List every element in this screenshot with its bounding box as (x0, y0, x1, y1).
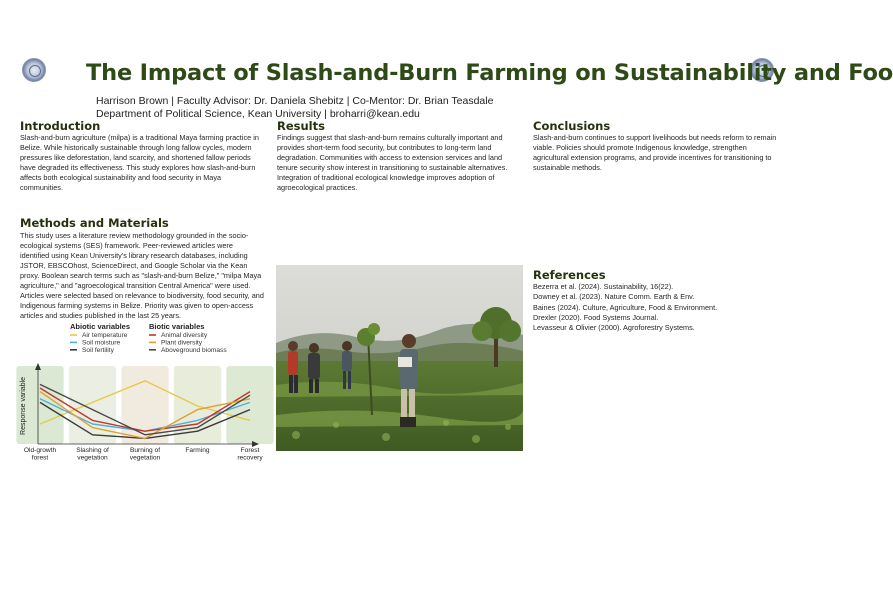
reference-item: Drexler (2020). Food Systems Journal. (533, 312, 659, 322)
references-list (533, 282, 783, 333)
legend-abiotic-title: Abiotic variables (70, 322, 131, 331)
legend-label: Soil fertility (82, 346, 114, 354)
response-variable-chart (14, 318, 262, 470)
field-photo (276, 265, 523, 451)
methods-text: This study uses a literature review methodology grounded in the socio-ecological systems (SES) framework. Peer-reviewed articles were identified using Kean University's library research databases, including JSTOR, EBSCOhost, ScienceDirect, and Google Scholar via the Kean proxy. Boolean search terms such as "slash-and-burn Belize," "milpa Maya agriculture," and "agroecological transition Central America" were used. Articles were selected based on relevance to biodiversity, food security, and Indigenous farming systems in Belize. Priority was given to open-access articles and studies published in the last 25 years. (20, 231, 264, 320)
results-heading: Results (277, 119, 325, 133)
conclusions-heading: Conclusions (533, 119, 611, 133)
results-text: Findings suggest that slash-and-burn remains culturally important and provides short-term food security, but contributes to long-term land degradation. Communities with access to extension services and land tenure security show interest in transitioning to sustainable alternatives. Integration of traditional ecological knowledge improves adoption of agroecological practices. (277, 133, 508, 192)
stage-panel (69, 366, 116, 444)
legend-label: Plant diversity (161, 339, 203, 347)
x-tick-label: Burning of vegetation (129, 447, 161, 462)
legend-biotic-title: Biotic variables (149, 322, 205, 331)
conclusions-text: Slash-and-burn continues to support livelihoods but needs reform to remain viable. Policies should promote Indigenous knowledge, strengthen agricultural extension programs, and provide incentives for transitioning to sustainable methods. (533, 133, 777, 172)
references-heading: References (533, 268, 606, 282)
university-seal-left (22, 58, 46, 82)
methods-heading: Methods and Materials (20, 216, 169, 230)
introduction-heading: Introduction (20, 119, 101, 133)
legend-label: Air temperature (82, 332, 128, 339)
reference-item: Bezerra et al. (2024). Sustainability, 16(22). (533, 282, 674, 291)
poster-department: Department of Political Science, Kean University | broharri@kean.edu (96, 108, 420, 120)
x-tick-label: Slashing of vegetation (76, 447, 109, 462)
stage-panel (174, 366, 221, 444)
reference-item: Baines (2024). Culture, Agriculture, Food & Environment. (533, 302, 718, 312)
legend-label: Animal diversity (161, 332, 208, 339)
poster-authors: Harrison Brown | Faculty Advisor: Dr. Daniela Shebitz | Co-Mentor: Dr. Brian Teasdale (96, 95, 494, 107)
x-tick-label: Old-growth forest (23, 447, 57, 462)
chart-legend (70, 322, 227, 354)
legend-label: Soil moisture (82, 339, 121, 347)
reference-item: Downey et al. (2023). Nature Comm. Earth & Env. (533, 292, 695, 302)
legend-label: Aboveground biomass (161, 346, 227, 354)
introduction-text: Slash-and-burn agriculture (milpa) is a traditional Maya farming practice in Belize. While historically sustainable through long fallow cycles, modern pressures like deforestation, land scarcity, and shortened fallow periods have degraded its effectiveness. This study explores how slash-and-burn affects both ecological sustainability and food security in Maya communities. (20, 133, 259, 192)
reference-item: Levasseur & Olivier (2000). Agroforestry Systems. (533, 323, 695, 333)
chart-y-axis-label: Response variable (20, 377, 27, 435)
x-tick-label: Farming (185, 447, 210, 454)
photo-person-red (288, 341, 298, 393)
poster-title: The Impact of Slash-and-Burn Farming on Sustainability and Foo (86, 60, 893, 86)
x-tick-label: Forest recovery (237, 447, 263, 462)
